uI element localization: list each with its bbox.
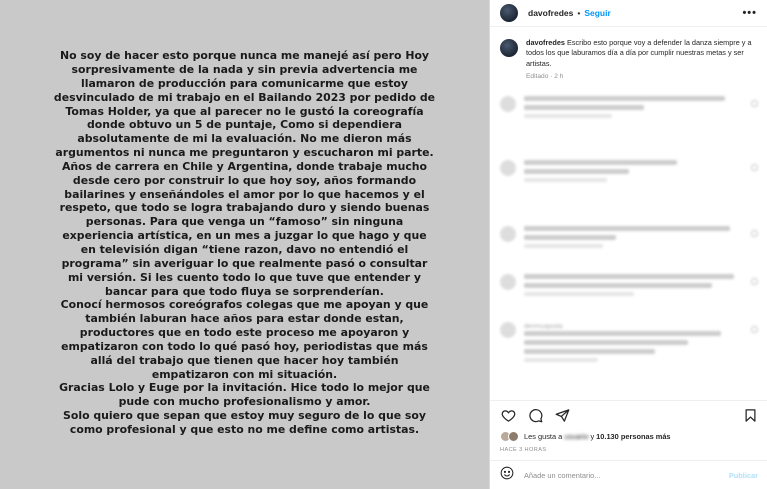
post-header [490, 0, 767, 27]
separator-dot: • [577, 8, 581, 18]
comment-like-icon[interactable] [751, 100, 758, 107]
post-text-line: experiencia artística, en un mes a juzgar lo que hago y que [62, 229, 427, 243]
comment-username[interactable]: denmuapoda [524, 323, 563, 330]
post-text-line: pude con mucho profesionalismo y amor. [118, 395, 371, 409]
post-text-line: donde obtuvo un 5 de puntaje, Como si dependiera [86, 118, 402, 132]
list-item [500, 160, 758, 186]
follow-button[interactable]: Seguir [584, 8, 611, 18]
comment-avatar[interactable] [500, 322, 516, 338]
post-text-line: desde cero por construir lo que hoy soy, años formando [72, 173, 417, 187]
post-text-line: personas. Para que venga un “famoso” sin ninguna [85, 215, 404, 229]
post-text-line: Tomas Holder, ya que al parecer no le gustó la coreografía [65, 104, 424, 118]
post-text-line: llamaron de producción para comunicarme que estoy [80, 76, 409, 90]
caption-meta: Editado · 2 h [526, 72, 564, 80]
post-text-line: sorpresivamente de la nada y sin previa advertencia me [71, 63, 418, 77]
post-side-panel [489, 0, 767, 489]
comment-like-icon[interactable] [751, 164, 758, 171]
post-text-line: empatizaron con todo lo qué pasó hoy, periodistas que más [61, 339, 428, 353]
publish-button[interactable]: Publicar [728, 470, 758, 480]
comment-avatar[interactable] [500, 274, 516, 290]
likes-prefix: Les gusta a [524, 432, 563, 441]
post-text [25, 49, 465, 437]
comment-like-icon[interactable] [751, 230, 758, 237]
post-actions [490, 400, 767, 430]
comment-icon[interactable] [527, 408, 543, 424]
post-text-line: como profesional y que esto no me define como artistas. [69, 422, 420, 436]
post-text-line: en televisión digan “tiene razon, davo no entendió el [80, 243, 409, 256]
share-icon[interactable] [554, 408, 570, 424]
comments-list[interactable] [490, 28, 767, 400]
caption [500, 38, 758, 82]
likes-count[interactable]: 10.130 personas más [596, 432, 671, 441]
post-text-line: respeto, que todo se logra trabajando duro y siendo buenas [59, 201, 430, 215]
post-text-line: también laburan hace años para estar donde estan, [85, 312, 404, 326]
comment-avatar[interactable] [500, 160, 516, 176]
liker-avatars [500, 431, 519, 442]
post-timestamp: HACE 3 HORAS [500, 447, 547, 453]
comment-input[interactable] [524, 471, 729, 480]
post-text-line: mi versión. Si les cuento todo lo que tuve que entender y [67, 270, 422, 284]
post-text-line: productores que en todo este proceso me apoyaron y [79, 326, 410, 340]
likes-summary[interactable] [500, 431, 673, 442]
post-text-line: Años de carrera en Chile y Argentina, donde trabaje mucho [61, 159, 428, 173]
list-item [500, 322, 758, 366]
list-item [500, 226, 758, 252]
post-text-line: bancar para que todo fluya se sorprenderían. [105, 284, 384, 298]
caption-text: Escribo esto porque voy a defender la danza siempre y a todos los que laburamos día a día por cumplir nuestras metas y ser artistas. [526, 38, 752, 68]
emoji-icon[interactable] [500, 466, 514, 485]
bookmark-icon[interactable] [742, 408, 758, 424]
avatar[interactable] [500, 4, 518, 22]
post-text-line: programa” sin averiguar lo que realmente pasó o consultar [61, 256, 428, 270]
list-item [500, 274, 758, 300]
post-text-line: desvinculado de mi trabajo en el Bailando 2023 por pedido de [53, 90, 436, 104]
post-text-line: Gracias Lolo y Euge por la invitación. Hice todo lo mejor que [59, 381, 430, 395]
list-item [500, 96, 758, 122]
post-text-line: absolutamente de mi la evaluación. No me dieron más [77, 132, 412, 146]
heart-icon[interactable] [500, 408, 516, 424]
header-username[interactable]: davofredes [528, 8, 574, 18]
post-text-line: argumentos ni nunca me preguntaron y escucharon mi parte. [55, 146, 434, 160]
caption-username[interactable]: davofredes [526, 38, 565, 47]
comment-avatar[interactable] [500, 226, 516, 242]
post-text-line: Conocí hermosos coreógrafos colegas que me apoyan y que [60, 298, 429, 312]
comment-like-icon[interactable] [751, 326, 758, 333]
comment-like-icon[interactable] [751, 278, 758, 285]
post-text-line: bailarines y enseñándoles el amor por lo que hacemos y el [64, 187, 425, 201]
post-text-line: Solo quiero que sepan que estoy muy seguro de lo que soy [63, 409, 426, 423]
comment-avatar[interactable] [500, 96, 516, 112]
post-text-line: allá del trabajo que tienen que hacer hoy también [90, 353, 399, 367]
add-comment-bar [490, 460, 767, 489]
post-text-line: No soy de hacer esto porque nunca me manejé así pero Hoy [59, 49, 430, 63]
more-options-icon[interactable]: ••• [742, 7, 757, 19]
caption-avatar[interactable] [500, 39, 518, 57]
liker-name[interactable]: usuario [564, 432, 589, 441]
likes-middle: y [590, 432, 595, 441]
post-text-line: empatizaron con mi situación. [151, 367, 338, 381]
